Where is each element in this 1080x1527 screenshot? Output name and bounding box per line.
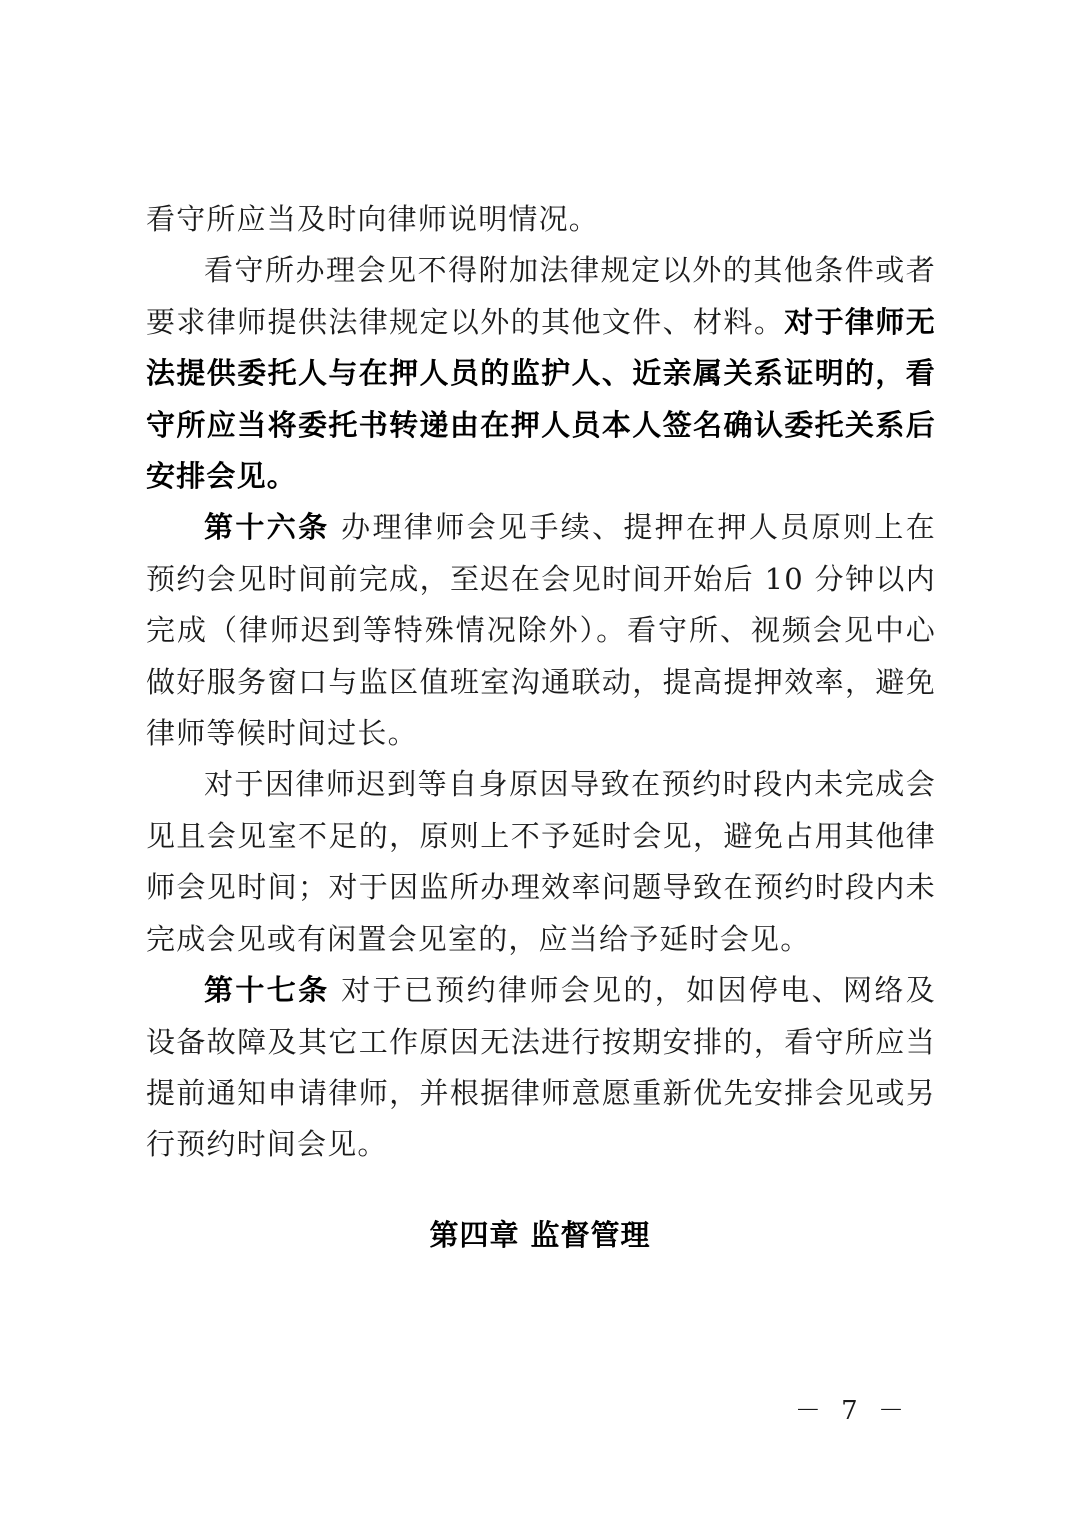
paragraph-text: 看守所应当及时向律师说明情况。 xyxy=(146,202,600,236)
article-text: 对于已预约律师会见的，如因停电、网络及设备故障及其它工作原因无法进行按期安排的，看守所应当提前通知申请律师，并根据律师意愿重新优先安排会见或另行预约时间会见。 xyxy=(146,973,936,1162)
article-text: 办理律师会见手续、提押在押人员原则上在预约会见时间前完成，至迟在会见时间开始后 10 分钟以内完成（律师迟到等特殊情况除外）。看守所、视频会见中心做好服务窗口与监区值班室沟通联动，提高提押效率，避免律师等候时间过长。 xyxy=(146,510,936,751)
page-number: － 7 － xyxy=(794,1396,910,1426)
bold-provision: 对于律师无法提供委托人与在押人员的监护人、近亲属关系证明的，看守所应当将委托书转递由在押人员本人签名确认委托关系后安排会见。 xyxy=(146,304,936,494)
chapter-title: 第四章 监督管理 xyxy=(429,1218,651,1252)
paragraph-continuation xyxy=(146,194,936,245)
article-label: 第十六条 xyxy=(204,510,330,545)
paragraph-delay-rules xyxy=(146,759,936,965)
paragraph-meeting-conditions xyxy=(146,245,936,502)
paragraph-text: 对于因律师迟到等自身原因导致在预约时段内未完成会见且会见室不足的，原则上不予延时会见，避免占用其他律师会见时间；对于因监所办理效率问题导致在预约时段内未完成会见或有闲置会见室的，应当给予延时会见。 xyxy=(146,767,936,956)
body-text xyxy=(146,194,936,1171)
article-17 xyxy=(146,965,936,1171)
paragraph-text: 看守所办理会见不得附加法律规定以外的其他条件或者要求律师提供法律规定以外的其他文件、材料。 xyxy=(146,253,936,339)
article-label: 第十七条 xyxy=(204,973,330,1008)
article-16 xyxy=(146,502,936,759)
